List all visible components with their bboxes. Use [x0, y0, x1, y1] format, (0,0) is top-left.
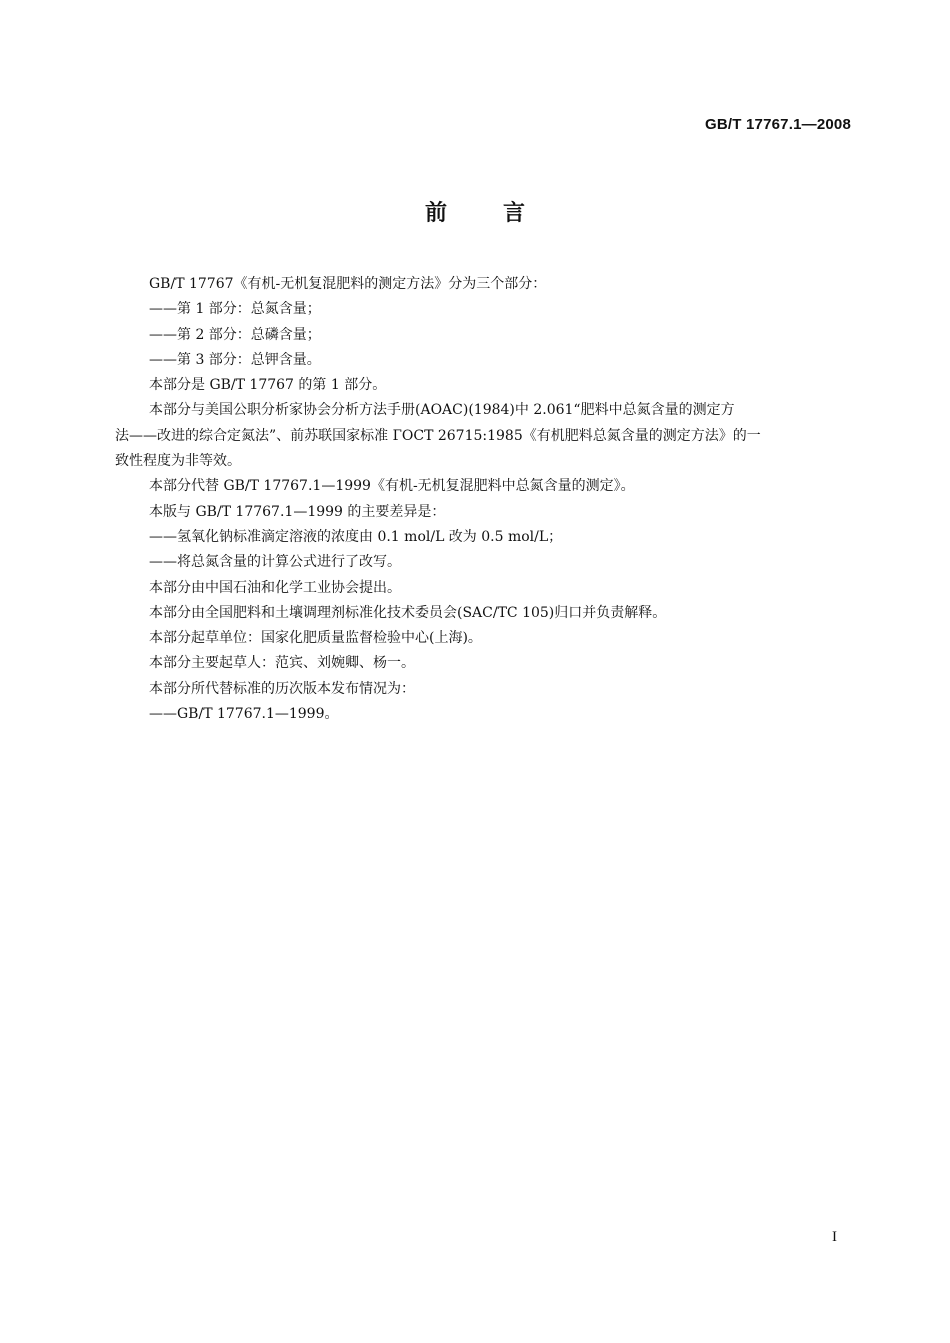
paragraph: [115, 677, 840, 702]
paragraph-line: ——第 1 部分：总氮含量；: [149, 301, 321, 318]
paragraph-line: 本部分主要起草人：范宾、刘婉卿、杨一。: [149, 655, 415, 672]
paragraph: [115, 272, 840, 297]
paragraph: [115, 576, 840, 601]
page-title: 前言: [424, 201, 581, 226]
paragraph: [115, 348, 840, 373]
paragraph: [115, 626, 840, 651]
paragraph-line: ——将总氮含量的计算公式进行了改写。: [149, 554, 401, 571]
paragraph-line: 本部分所代替标准的历次版本发布情况为：: [149, 680, 415, 697]
paragraph: [115, 651, 840, 676]
paragraph: [115, 373, 840, 398]
paragraph: [115, 474, 840, 499]
paragraph: [115, 398, 840, 474]
paragraph: [115, 297, 840, 322]
paragraph-line: 本部分由中国石油和化学工业协会提出。: [149, 579, 401, 596]
paragraph-line: 致性程度为非等效。: [115, 453, 241, 470]
paragraph-line: 本部分是 GB/T 17767 的第 1 部分。: [149, 377, 387, 394]
paragraph-line: 本部分与美国公职分析家协会分析方法手册(AOAC)(1984)中 2.061“肥料中总氮含量的测定方: [149, 402, 735, 419]
paragraph-line: ——第 2 部分：总磷含量；: [149, 326, 321, 343]
paragraph-line: 本部分起草单位：国家化肥质量监督检验中心(上海)。: [149, 630, 482, 647]
paragraph: [115, 500, 840, 525]
paragraph-line: ——氢氧化钠标准滴定溶液的浓度由 0.1 mol/L 改为 0.5 mol/L；: [149, 528, 563, 545]
paragraph-line: 法——改进的综合定氮法”、前苏联国家标准 ГОСТ 26715:1985《有机肥料总氮含量的测定方法》的一: [115, 427, 761, 444]
foreword-body: [115, 272, 840, 727]
paragraph-line: 本部分代替 GB/T 17767.1—1999《有机-无机复混肥料中总氮含量的测定》。: [149, 478, 635, 495]
standard-number: GB/T 17767.1—2008: [705, 116, 851, 133]
page-number: I: [832, 1229, 837, 1245]
paragraph-line: 本部分由全国肥料和土壤调理剂标准化技术委员会(SAC/TC 105)归口并负责解释。: [149, 604, 667, 621]
paragraph-line: ——第 3 部分：总钾含量。: [149, 351, 321, 368]
paragraph: [115, 601, 840, 626]
paragraph: [115, 702, 840, 727]
paragraph-line: 本版与 GB/T 17767.1—1999 的主要差异是：: [149, 503, 446, 520]
paragraph-line: ——GB/T 17767.1—1999。: [149, 706, 339, 723]
paragraph: [115, 323, 840, 348]
paragraph: [115, 550, 840, 575]
paragraph-line: GB/T 17767《有机-无机复混肥料的测定方法》分为三个部分：: [149, 276, 547, 292]
paragraph: [115, 525, 840, 550]
